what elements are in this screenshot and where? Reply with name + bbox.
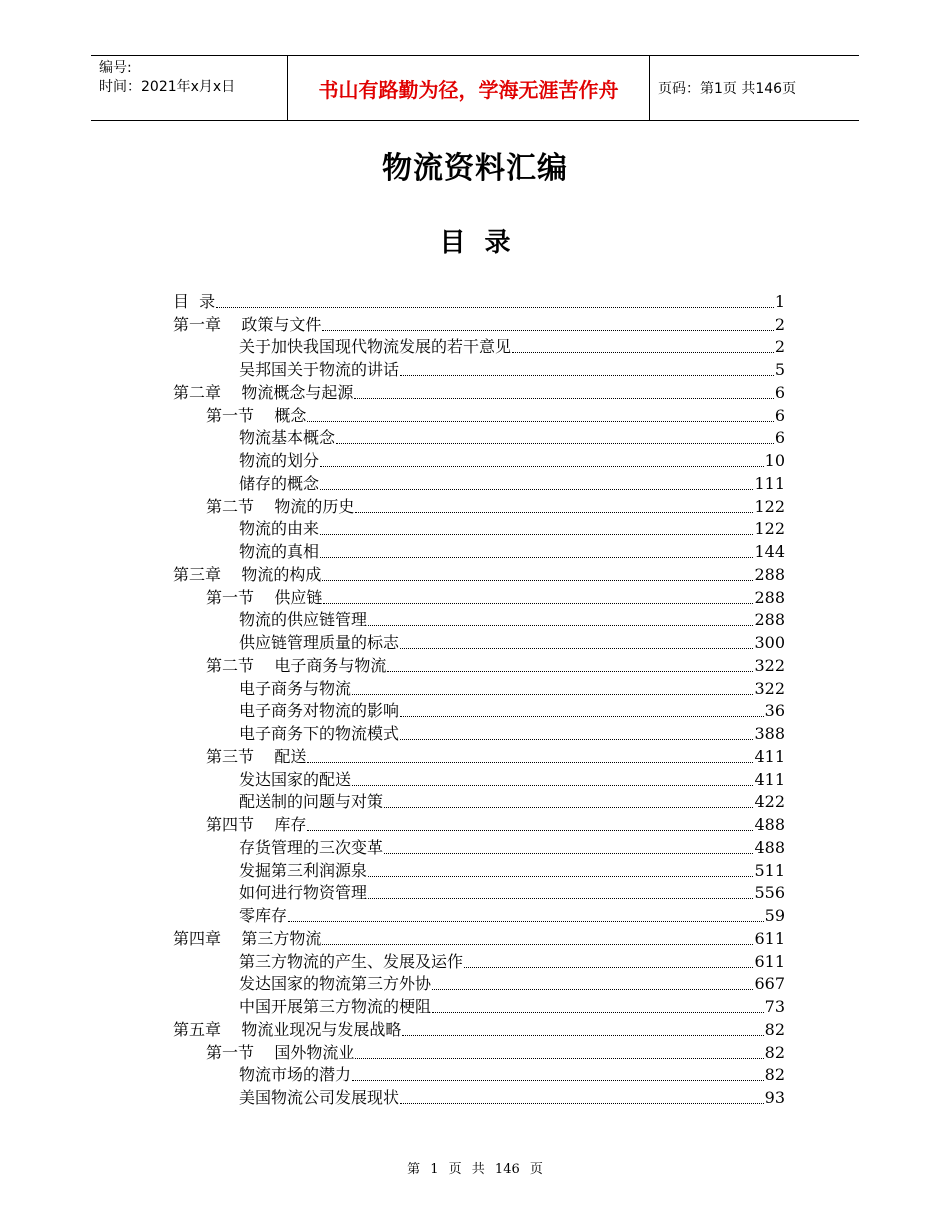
toc-entry-label: 第三章 物流的构成 bbox=[173, 564, 322, 584]
toc-entry-label: 第四章 第三方物流 bbox=[173, 928, 322, 948]
toc-entry-label: 零库存 bbox=[239, 906, 288, 925]
toc-entry-page-number: 611 bbox=[754, 928, 785, 948]
toc-entry-label: 第三方物流的产生、发展及运作 bbox=[239, 951, 464, 971]
toc-entry-label: 关于加快我国现代物流发展的若干意见 bbox=[239, 337, 512, 357]
toc-entry-page-number: 488 bbox=[754, 815, 785, 834]
toc-dot-leader bbox=[400, 371, 774, 376]
toc-entry[interactable] bbox=[173, 1063, 785, 1086]
toc-entry[interactable] bbox=[173, 562, 785, 585]
toc-entry-label: 目 录 bbox=[173, 291, 216, 311]
toc-entry-page-number: 2 bbox=[774, 314, 785, 334]
toc-dot-leader bbox=[322, 576, 753, 581]
toc-dot-leader bbox=[368, 894, 753, 899]
toc-dot-leader bbox=[368, 621, 753, 626]
toc-entry-page-number: 5 bbox=[774, 360, 785, 379]
toc-entry-label: 电子商务下的物流模式 bbox=[239, 724, 400, 743]
toc-entry[interactable] bbox=[173, 835, 785, 858]
toc-entry[interactable] bbox=[173, 539, 785, 562]
toc-entry[interactable] bbox=[173, 767, 785, 790]
toc-entry[interactable] bbox=[173, 926, 785, 949]
toc-entry-page-number: 488 bbox=[754, 837, 785, 857]
toc-entry-label: 第四节 库存 bbox=[206, 815, 307, 834]
toc-dot-leader bbox=[320, 462, 764, 467]
toc-entry[interactable] bbox=[173, 903, 785, 926]
toc-entry-page-number: 556 bbox=[754, 883, 785, 903]
toc-entry[interactable] bbox=[173, 517, 785, 540]
toc-dot-leader bbox=[368, 872, 753, 877]
toc-entry-page-number: 82 bbox=[764, 1042, 785, 1062]
toc-dot-leader bbox=[352, 1076, 764, 1081]
toc-dot-leader bbox=[320, 530, 753, 535]
toc-dot-leader bbox=[384, 849, 753, 854]
toc-entry-label: 第一节 供应链 bbox=[206, 587, 323, 607]
toc-entry-label: 物流的由来 bbox=[239, 519, 320, 539]
toc-entry-page-number: 82 bbox=[764, 1065, 785, 1085]
toc-entry-label: 物流基本概念 bbox=[239, 428, 336, 448]
toc-entry-page-number: 2 bbox=[774, 337, 785, 357]
toc-dot-leader bbox=[400, 735, 753, 740]
toc-dot-leader bbox=[355, 508, 753, 513]
toc-entry[interactable] bbox=[173, 972, 785, 995]
toc-entry-label: 第三节 配送 bbox=[206, 746, 307, 766]
toc-entry-page-number: 111 bbox=[754, 473, 785, 493]
toc-dot-leader bbox=[320, 553, 753, 558]
document-time-label: 时间：2021年x月x日 bbox=[99, 79, 236, 95]
toc-entry-page-number: 10 bbox=[764, 451, 785, 470]
toc-entry-page-number: 322 bbox=[754, 655, 785, 675]
toc-dot-leader bbox=[352, 781, 753, 786]
toc-dot-leader bbox=[307, 826, 753, 831]
toc-entry[interactable] bbox=[173, 289, 785, 312]
toc-entry[interactable] bbox=[173, 608, 785, 631]
toc-dot-leader bbox=[400, 1099, 764, 1104]
toc-entry[interactable] bbox=[173, 357, 785, 380]
toc-entry[interactable] bbox=[173, 744, 785, 767]
toc-entry[interactable] bbox=[173, 630, 785, 653]
toc-entry-page-number: 288 bbox=[754, 610, 785, 630]
page-footer: 第 1 页 共 146 页 bbox=[407, 1162, 543, 1177]
toc-entry-page-number: 73 bbox=[764, 997, 785, 1016]
toc-entry-page-number: 36 bbox=[764, 701, 785, 721]
toc-entry[interactable] bbox=[173, 949, 785, 972]
document-number-label: 编号: bbox=[99, 60, 132, 76]
toc-entry[interactable] bbox=[173, 653, 785, 676]
toc-entry-label: 中国开展第三方物流的梗阻 bbox=[239, 997, 432, 1016]
toc-entry[interactable] bbox=[173, 403, 785, 426]
header-motto: 书山有路勤为径，学海无涯苦作舟 bbox=[287, 56, 650, 120]
toc-dot-leader bbox=[402, 1031, 763, 1036]
toc-dot-leader bbox=[432, 985, 753, 990]
toc-entry-label: 第一节 国外物流业 bbox=[206, 1042, 355, 1062]
toc-dot-leader bbox=[307, 417, 773, 422]
toc-entry-page-number: 6 bbox=[774, 428, 785, 448]
toc-entry-page-number: 667 bbox=[754, 974, 785, 994]
toc-dot-leader bbox=[307, 758, 753, 763]
toc-dot-leader bbox=[432, 1008, 764, 1013]
toc-entry-label: 第二节 物流的历史 bbox=[206, 496, 355, 516]
toc-entry-label: 发掘第三利润源泉 bbox=[239, 860, 368, 880]
header-page-info: 页码：第1页 共146页 bbox=[658, 81, 797, 97]
toc-entry-page-number: 411 bbox=[754, 769, 785, 789]
toc-entry-label: 物流市场的潜力 bbox=[239, 1065, 352, 1085]
toc-entry[interactable] bbox=[173, 1017, 785, 1040]
toc-entry-page-number: 322 bbox=[754, 678, 785, 698]
toc-entry-label: 第二节 电子商务与物流 bbox=[206, 655, 387, 675]
toc-entry-page-number: 93 bbox=[764, 1088, 785, 1107]
toc-entry[interactable] bbox=[173, 1040, 785, 1063]
toc-entry-label: 存货管理的三次变革 bbox=[239, 837, 384, 857]
toc-dot-leader bbox=[400, 644, 753, 649]
toc-entry-page-number: 59 bbox=[764, 906, 785, 925]
toc-dot-leader bbox=[288, 917, 764, 922]
toc-entry[interactable] bbox=[173, 494, 785, 517]
document-title: 物流资料汇编 bbox=[382, 151, 568, 186]
toc-entry[interactable] bbox=[173, 881, 785, 904]
toc-entry-label: 电子商务与物流 bbox=[239, 678, 352, 698]
toc-entry[interactable] bbox=[173, 812, 785, 835]
table-of-contents bbox=[173, 289, 785, 1108]
toc-dot-leader bbox=[323, 599, 753, 604]
toc-dot-leader bbox=[320, 485, 753, 490]
toc-entry[interactable] bbox=[173, 380, 785, 403]
toc-dot-leader bbox=[216, 303, 774, 308]
toc-entry[interactable] bbox=[173, 448, 785, 471]
toc-entry-label: 供应链管理质量的标志 bbox=[239, 633, 400, 652]
toc-dot-leader bbox=[464, 963, 753, 968]
toc-heading: 目 录 bbox=[439, 228, 511, 258]
toc-entry-label: 第一章 政策与文件 bbox=[173, 314, 322, 334]
toc-entry-page-number: 511 bbox=[754, 860, 785, 880]
toc-entry-label: 储存的概念 bbox=[239, 473, 320, 493]
header-meta bbox=[91, 56, 287, 120]
toc-entry-page-number: 288 bbox=[754, 587, 785, 607]
toc-entry-page-number: 6 bbox=[774, 405, 785, 425]
toc-entry[interactable] bbox=[173, 994, 785, 1017]
toc-dot-leader bbox=[336, 439, 774, 444]
toc-entry[interactable] bbox=[173, 426, 785, 449]
toc-entry-page-number: 411 bbox=[754, 746, 785, 766]
toc-entry[interactable] bbox=[173, 858, 785, 881]
toc-entry-label: 物流的供应链管理 bbox=[239, 610, 368, 630]
toc-entry-label: 物流的真相 bbox=[239, 542, 320, 561]
toc-entry-label: 第一节 概念 bbox=[206, 405, 307, 425]
toc-entry-page-number: 144 bbox=[754, 542, 785, 561]
toc-entry-page-number: 388 bbox=[754, 724, 785, 743]
toc-entry-page-number: 82 bbox=[764, 1019, 785, 1039]
toc-entry[interactable] bbox=[173, 471, 785, 494]
toc-entry[interactable] bbox=[173, 699, 785, 722]
toc-dot-leader bbox=[512, 348, 774, 353]
toc-entry[interactable] bbox=[173, 790, 785, 813]
toc-dot-leader bbox=[355, 1054, 763, 1059]
toc-dot-leader bbox=[352, 690, 753, 695]
toc-entry[interactable] bbox=[173, 312, 785, 335]
toc-dot-leader bbox=[384, 803, 753, 808]
toc-entry-page-number: 611 bbox=[754, 951, 785, 971]
toc-entry-label: 配送制的问题与对策 bbox=[239, 792, 384, 812]
toc-entry-label: 发达国家的物流第三方外协 bbox=[239, 974, 432, 994]
toc-entry[interactable] bbox=[173, 335, 785, 358]
toc-entry-page-number: 300 bbox=[754, 633, 785, 652]
toc-entry-label: 第二章 物流概念与起源 bbox=[173, 382, 354, 402]
toc-entry-label: 如何进行物资管理 bbox=[239, 883, 368, 903]
toc-entry-label: 美国物流公司发展现状 bbox=[239, 1088, 400, 1107]
toc-dot-leader bbox=[322, 940, 753, 945]
page-header bbox=[91, 55, 859, 121]
toc-entry-label: 第五章 物流业现况与发展战略 bbox=[173, 1019, 402, 1039]
toc-entry-page-number: 122 bbox=[754, 519, 785, 539]
toc-entry[interactable] bbox=[173, 585, 785, 608]
toc-entry-page-number: 122 bbox=[754, 496, 785, 516]
toc-entry-label: 发达国家的配送 bbox=[239, 769, 352, 789]
toc-dot-leader bbox=[387, 667, 753, 672]
toc-entry[interactable] bbox=[173, 1085, 785, 1108]
toc-entry-label: 吴邦国关于物流的讲话 bbox=[239, 360, 400, 379]
toc-dot-leader bbox=[400, 712, 764, 717]
toc-entry-page-number: 6 bbox=[774, 382, 785, 402]
toc-entry-label: 电子商务对物流的影响 bbox=[239, 701, 400, 721]
toc-entry[interactable] bbox=[173, 721, 785, 744]
toc-entry-label: 物流的划分 bbox=[239, 451, 320, 470]
toc-dot-leader bbox=[354, 394, 773, 399]
toc-entry-page-number: 288 bbox=[754, 564, 785, 584]
toc-entry[interactable] bbox=[173, 676, 785, 699]
toc-entry-page-number: 422 bbox=[754, 792, 785, 812]
toc-entry-page-number: 1 bbox=[774, 291, 785, 311]
toc-dot-leader bbox=[322, 326, 773, 331]
